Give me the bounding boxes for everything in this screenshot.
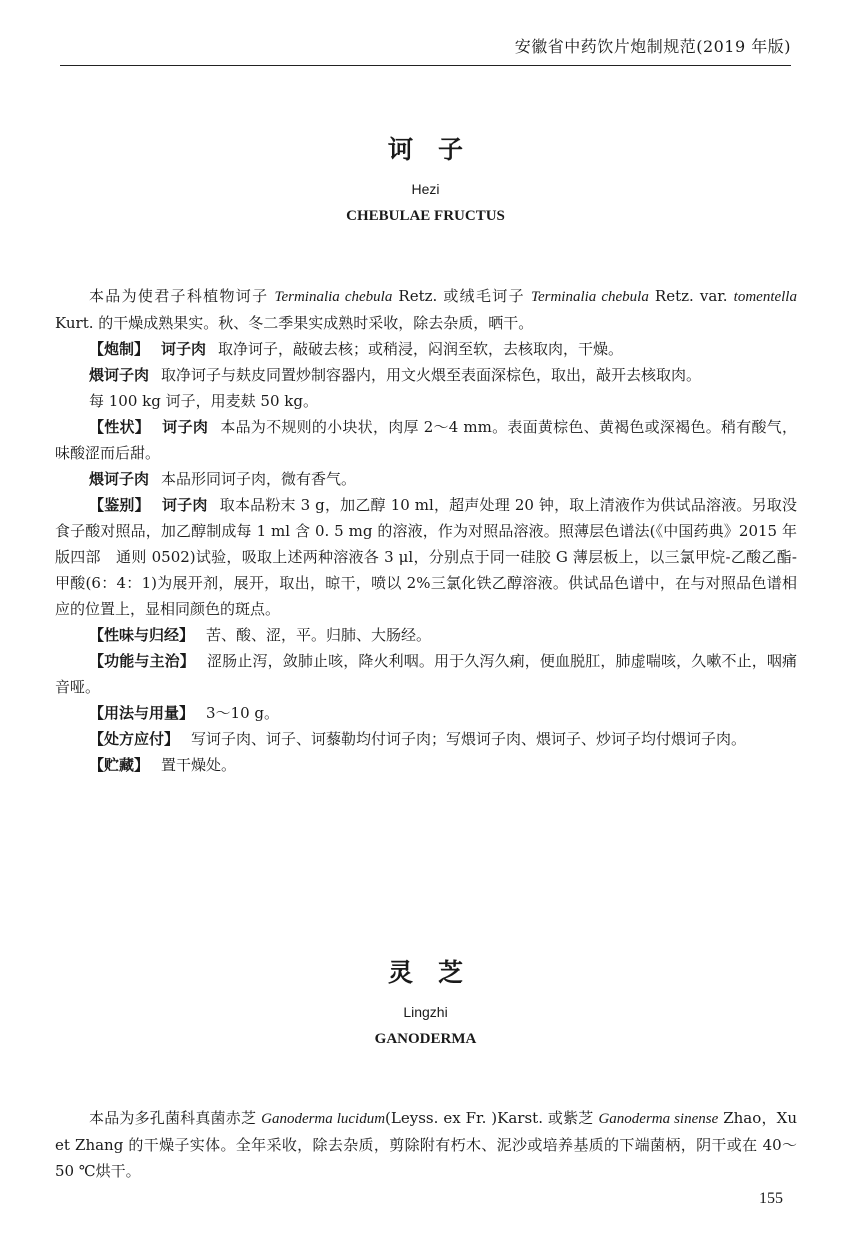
intro-text: Retz. 或绒毛诃子 bbox=[392, 287, 531, 305]
section-text: 取净诃子与麸皮同置炒制容器内，用文火煨至表面深棕色，取出，敲开去核取肉。 bbox=[161, 366, 702, 384]
description-roasted bbox=[55, 466, 797, 492]
sub-label: 煨诃子肉 bbox=[89, 366, 150, 384]
sub-label: 诃子肉 bbox=[162, 418, 209, 436]
intro-text: Kurt. 的干燥成熟果实。秋、冬二季果实成熟时采收，除去杂质，晒干。 bbox=[55, 314, 534, 332]
section-label: 【性味与归经】 bbox=[89, 626, 195, 644]
section-label: 【功能与主治】 bbox=[89, 652, 195, 670]
section-label: 【用法与用量】 bbox=[89, 704, 195, 722]
monograph-body-hezi bbox=[55, 283, 797, 778]
header-title: 安徽省中药饮片炮制规范(2019 年版) bbox=[514, 37, 791, 56]
nature-meridian-section bbox=[55, 622, 797, 648]
storage-section bbox=[55, 752, 797, 778]
intro-text: Retz. var. bbox=[648, 287, 734, 305]
entry-pinyin-hezi: Hezi bbox=[411, 181, 440, 197]
sub-label: 诃子肉 bbox=[161, 496, 208, 514]
intro-text: (Leyss. ex Fr. )Karst. 或紫芝 bbox=[385, 1109, 599, 1127]
section-label: 【性状】 bbox=[89, 418, 151, 436]
section-text: 本品为不规则的小块状，肉厚 2～4 mm。表面黄棕色、黄褐色或深褐色。稍有酸气，味酸涩而后甜。 bbox=[55, 418, 797, 462]
ratio-line: 每 100 kg 诃子，用麦麸 50 kg。 bbox=[89, 392, 318, 410]
dosage-section bbox=[55, 700, 797, 726]
sub-label: 诃子肉 bbox=[161, 340, 207, 358]
species-name: Ganoderma lucidum bbox=[261, 1111, 386, 1127]
entry-pinyin-lingzhi: Lingzhi bbox=[403, 1004, 448, 1020]
species-name: Ganoderma sinense bbox=[598, 1111, 719, 1127]
page-number: 155 bbox=[759, 1190, 783, 1207]
intro-paragraph bbox=[55, 283, 797, 336]
section-text: 本品形同诃子肉，微有香气。 bbox=[161, 470, 357, 488]
monograph-body-lingzhi bbox=[55, 1105, 797, 1184]
section-text: 苦、酸、涩，平。归肺、大肠经。 bbox=[206, 626, 432, 644]
prescription-section bbox=[55, 726, 797, 752]
section-label: 【鉴别】 bbox=[89, 496, 150, 514]
section-text: 涩肠止泻，敛肺止咳，降火利咽。用于久泻久痢，便血脱肛，肺虚喘咳，久嗽不止，咽痛音哑。 bbox=[55, 652, 797, 696]
species-name: Terminalia chebula bbox=[274, 289, 393, 305]
sub-label: 煨诃子肉 bbox=[89, 470, 150, 488]
functions-section bbox=[55, 648, 797, 700]
intro-text: Zhao，Xu et Zhang 的干燥子实体。全年采收，除去杂质，剪除附有朽木、泥沙或培养基质的下端菌柄，阴干或在 40～50 ℃烘干。 bbox=[55, 1109, 797, 1180]
section-text: 取本品粉末 3 g，加乙醇 10 ml，超声处理 20 钟，取上清液作为供试品溶液。另取没食子酸对照品，加乙醇制成每 1 ml 含 0. 5 mg 的溶液，作为对照品溶液。照薄层色谱法(《中国药典》2015 年版四部 通则 0502)试验，吸取上述两种溶液各 3 μl，分别点于同一硅胶 G 薄层板上，以三氯甲烷-乙酸乙酯-甲酸(6：4：1)为展开剂，展开，取出，晾干，喷以 2%三氯化铁乙醇溶液。供试品色谱中，在与对照品色谱相应的位置上，显相同颜色的斑点。 bbox=[55, 496, 797, 618]
section-label: 【处方应付】 bbox=[89, 730, 180, 748]
section-label: 【炮制】 bbox=[89, 340, 150, 358]
section-label: 【贮藏】 bbox=[89, 756, 150, 774]
section-text: 写诃子肉、诃子、诃藜勒均付诃子肉；写煨诃子肉、煨诃子、炒诃子均付煨诃子肉。 bbox=[191, 730, 747, 748]
processing-roasted bbox=[55, 362, 797, 388]
section-text: 置干燥处。 bbox=[161, 756, 237, 774]
entry-title-lingzhi: 灵 芝 bbox=[387, 958, 463, 987]
processing-section bbox=[55, 336, 797, 362]
section-text: 3～10 g。 bbox=[206, 704, 280, 722]
intro-text: 本品为多孔菌科真菌赤芝 bbox=[89, 1109, 262, 1127]
description-section bbox=[55, 414, 797, 466]
intro-text: 本品为使君子科植物诃子 bbox=[89, 287, 275, 305]
entry-latin-lingzhi: GANODERMA bbox=[374, 1031, 477, 1047]
entry-latin-hezi: CHEBULAE FRUCTUS bbox=[346, 208, 505, 224]
entry-title-hezi: 诃 子 bbox=[387, 135, 463, 164]
section-text: 取净诃子，敲破去核；或稍浸，闷润至软，去核取肉，干燥。 bbox=[218, 340, 624, 358]
identification-section bbox=[55, 492, 797, 622]
page-header bbox=[60, 34, 791, 66]
intro-paragraph bbox=[55, 1105, 797, 1184]
variety-name: tomentella bbox=[733, 289, 797, 305]
species-name: Terminalia chebula bbox=[531, 289, 649, 305]
